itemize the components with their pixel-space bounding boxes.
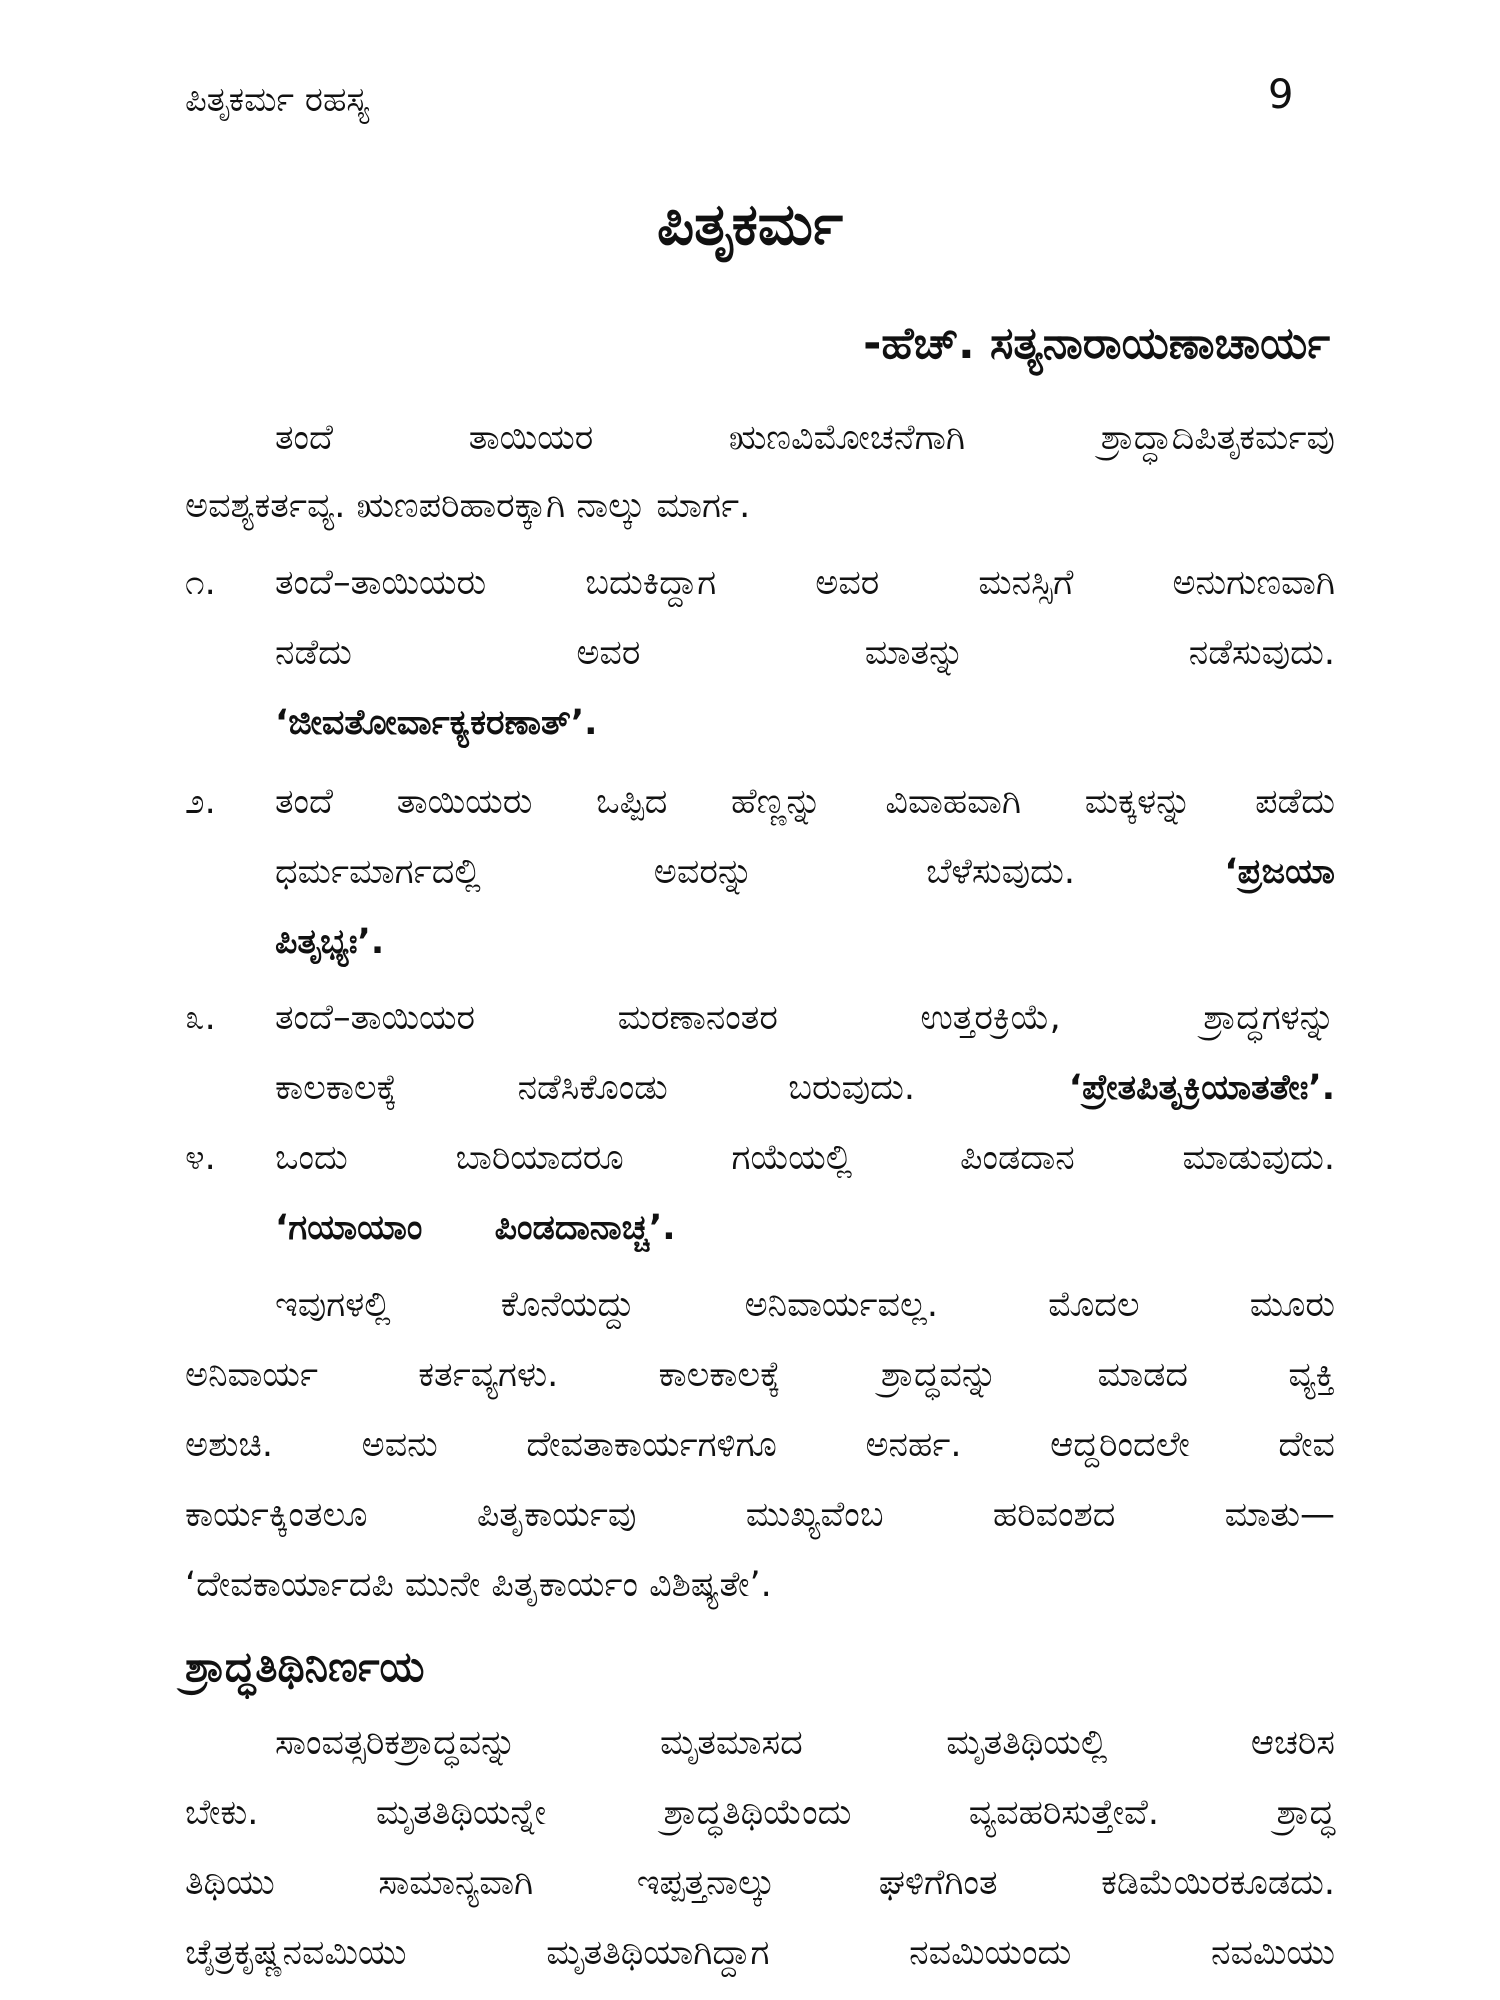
- item-4-line-1: ಒಂದು ಬಾರಿಯಾದರೂ ಗಯೆಯಲ್ಲಿ ಪಿಂಡದಾನ ಮಾಡುವುದು.: [275, 1138, 1335, 1178]
- para2-line-1: ಇವುಗಳಲ್ಲಿ ಕೊನೆಯದ್ದು ಅನಿವಾರ್ಯವಲ್ಲ. ಮೊದಲ ಮೂರು: [275, 1285, 1335, 1325]
- para2-line-3: ಅಶುಚಿ. ಅವನು ದೇವತಾಕಾರ್ಯಗಳಿಗೂ ಅನರ್ಹ. ಆದ್ದರಿಂದಲೇ ದೇವ: [185, 1425, 1335, 1465]
- para3-line-2: ಬೇಕು. ಮೃತತಿಥಿಯನ್ನೇ ಶ್ರಾದ್ಧತಿಥಿಯೆಂದು ವ್ಯವಹರಿಸುತ್ತೇವೆ. ಶ್ರಾದ್ಧ: [185, 1793, 1335, 1833]
- running-header: ಪಿತೃಕರ್ಮ ರಹಸ್ಯ: [185, 80, 370, 120]
- item-4-quote: ‘ಗಯಾಯಾಂ ಪಿಂಡದಾನಾಚ್ಚ’.: [275, 1208, 676, 1248]
- item-1-line-1: ತಂದೆ–ತಾಯಿಯರು ಬದುಕಿದ್ದಾಗ ಅವರ ಮನಸ್ಸಿಗೆ ಅನುಗುಣವಾಗಿ: [275, 563, 1335, 603]
- item-3-number: ೩.: [185, 998, 216, 1038]
- para3-line-3: ತಿಥಿಯು ಸಾಮಾನ್ಯವಾಗಿ ಇಪ್ಪತ್ತನಾಲ್ಕು ಘಳಿಗೆಗಿಂತ ಕಡಿಮೆಯಿರಕೂಡದು.: [185, 1863, 1335, 1903]
- para2-line-2: ಅನಿವಾರ್ಯ ಕರ್ತವ್ಯಗಳು. ಕಾಲಕಾಲಕ್ಕೆ ಶ್ರಾದ್ಧವನ್ನು ಮಾಡದ ವ್ಯಕ್ತಿ: [185, 1355, 1335, 1395]
- item-2-line-1: ತಂದೆ ತಾಯಿಯರು ಒಪ್ಪಿದ ಹೆಣ್ಣನ್ನು ವಿವಾಹವಾಗಿ ಮಕ್ಕಳನ್ನು ಪಡೆದು: [275, 782, 1335, 822]
- item-2-line-2-text: ಧರ್ಮಮಾರ್ಗದಲ್ಲಿ ಅವರನ್ನು ಬೆಳೆಸುವುದು.: [275, 852, 1075, 892]
- item-3-line-2: [275, 1068, 1335, 1108]
- page-number: 9: [1268, 72, 1294, 118]
- intro-line-1: ತಂದೆ ತಾಯಿಯರ ಋಣವಿಮೋಚನೆಗಾಗಿ ಶ್ರಾದ್ಧಾದಿಪಿತೃಕರ್ಮವು: [275, 418, 1335, 458]
- chapter-title: ಪಿತೃಕರ್ಮ: [656, 190, 843, 258]
- section-heading: ಶ್ರಾದ್ಧತಿಥಿನಿರ್ಣಯ: [185, 1642, 425, 1691]
- item-2-line-2-quote: ‘ಪ್ರಜಯಾ: [1224, 852, 1335, 892]
- intro-line-2: ಅವಶ್ಯಕರ್ತವ್ಯ. ಋಣಪರಿಹಾರಕ್ಕಾಗಿ ನಾಲ್ಕು ಮಾರ್ಗ.: [185, 486, 751, 526]
- item-2-line-2: [275, 852, 1335, 892]
- para2-line-4: ಕಾರ್ಯಕ್ಕಿಂತಲೂ ಪಿತೃಕಾರ್ಯವು ಮುಖ್ಯವೆಂಬ ಹರಿವಂಶದ ಮಾತು—: [185, 1495, 1335, 1535]
- item-1-line-2: ನಡೆದು ಅವರ ಮಾತನ್ನು ನಡೆಸುವುದು.: [275, 633, 1335, 673]
- item-4-number: ೪.: [185, 1138, 216, 1178]
- author-line: -ಹೆಚ್. ಸತ್ಯನಾರಾಯಣಾಚಾರ್ಯ: [863, 318, 1330, 369]
- item-2-line-3: ಪಿತೃಭ್ಯಃ’.: [275, 922, 385, 962]
- item-3-line-2-text: ಕಾಲಕಾಲಕ್ಕೆ ನಡೆಸಿಕೊಂಡು ಬರುವುದು.: [275, 1068, 915, 1108]
- para2-line-5: ‘ದೇವಕಾರ್ಯಾದಪಿ ಮುನೇ ಪಿತೃಕಾರ್ಯಂ ವಿಶಿಷ್ಯತೇ’.: [185, 1565, 772, 1605]
- item-3-line-2-quote: ‘ಪ್ರೇತಪಿತೃಕ್ರಿಯಾತತೇಃ’.: [1068, 1068, 1335, 1108]
- para3-line-4: ಚೈತ್ರಕೃಷ್ಣನವಮಿಯು ಮೃತತಿಥಿಯಾಗಿದ್ದಾಗ ನವಮಿಯಂದು ನವಮಿಯು: [185, 1933, 1335, 1973]
- para3-line-1: ಸಾಂವತ್ಸರಿಕಶ್ರಾದ್ಧವನ್ನು ಮೃತಮಾಸದ ಮೃತತಿಥಿಯಲ್ಲಿ ಆಚರಿಸ: [275, 1723, 1335, 1763]
- item-1-quote: ‘ಜೀವತೋರ್ವಾಕ್ಯಕರಣಾತ್’.: [275, 703, 598, 743]
- item-2-number: ೨.: [185, 782, 216, 822]
- item-1-number: ೧.: [185, 563, 216, 603]
- item-3-line-1: ತಂದೆ–ತಾಯಿಯರ ಮರಣಾನಂತರ ಉತ್ತರಕ್ರಿಯೆ, ಶ್ರಾದ್ಧಗಳನ್ನು: [275, 998, 1335, 1038]
